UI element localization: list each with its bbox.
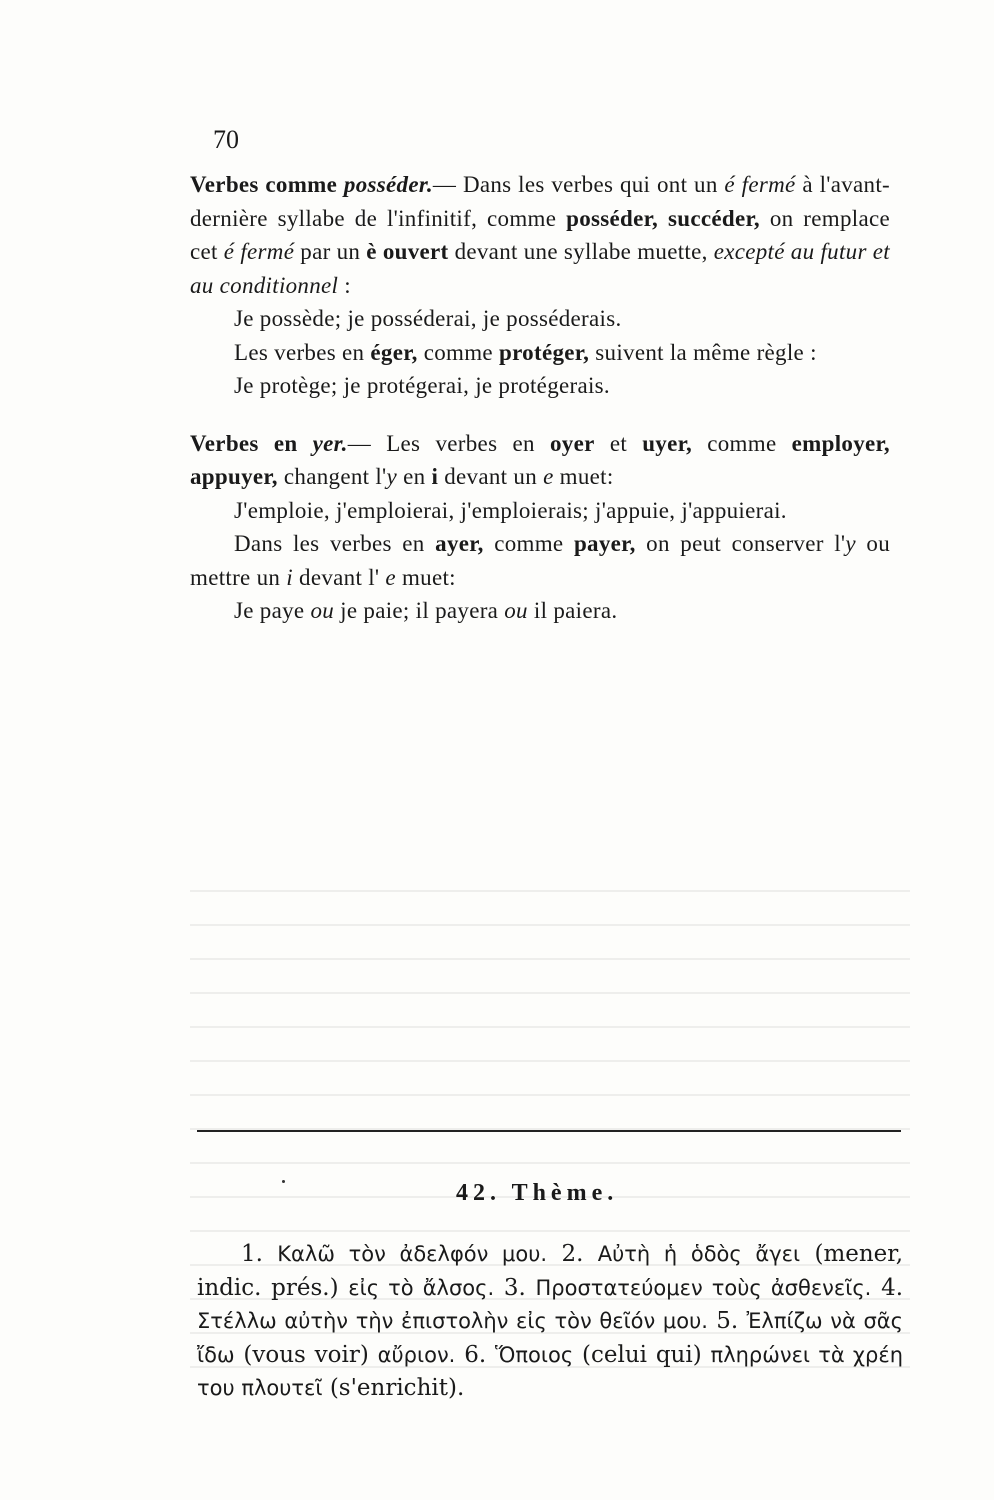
section-heading: Verbes en: [190, 430, 298, 456]
paragraph-eger: Les verbes en éger, comme protéger, suivent la même règle :: [234, 339, 817, 365]
exercise-title: 42. Thème.: [456, 1180, 619, 1206]
paragraph-yer: Verbes en yer.— Les verbes en oyer et uyer, comme employer, appuyer, changent l'y en i devant un e muet:: [190, 430, 890, 489]
heading-verb: posséder.: [343, 172, 433, 197]
section-divider: [197, 1130, 901, 1132]
example-line: Je paye ou je paie; il payera ou il paiera.: [234, 598, 618, 623]
main-text: [190, 168, 890, 628]
paragraph-ayer: Dans les verbes en ayer, comme payer, on peut conserver l'y ou mettre un i devant l' e muet:: [190, 531, 890, 590]
example-line: Je possède; je posséderai, je posséderais.: [234, 306, 622, 331]
paragraph-possessor: Verbes comme posséder.— Dans les verbes qui ont un é fermé à l'avant-dernière syllabe de l'infinitif, comme posséder, succéder, on remplace cet é fermé par un è ouvert devant une syllabe muette, excepté au futur et au conditionnel :: [190, 172, 890, 298]
example-line: Je protège; je protégerai, je protégerais.: [234, 373, 610, 398]
heading-verb: yer.: [312, 430, 348, 456]
page-number: 70: [213, 125, 239, 154]
exercise-body: [197, 1238, 903, 1406]
print-speck: [282, 1180, 285, 1183]
example-line: J'emploie, j'emploierai, j'emploierais; j'appuie, j'appuierai.: [234, 497, 787, 523]
exercise-text: 1. Καλῶ τὸν ἀδελφόν μου. 2. Αὐτὴ ἡ ὁδὸς ἄγει (mener, indic. prés.) εἰς τὸ ἄλσος. 3. Προστατεύομεν τοὺς ἀσθενεῖς. 4. Στέλλω αὐτὴν τὴν ἐπιστολὴν εἰς τὸν θεῖόν μου. 5. Ἐλπίζω νὰ σᾶς ἴδω (vous voir) αὔριον. 6. Ὅποιος (celui qui) πληρώνει τὰ χρέη του πλουτεῖ (s'enrichit).: [197, 1241, 904, 1401]
section-heading: Verbes comme: [190, 172, 338, 197]
